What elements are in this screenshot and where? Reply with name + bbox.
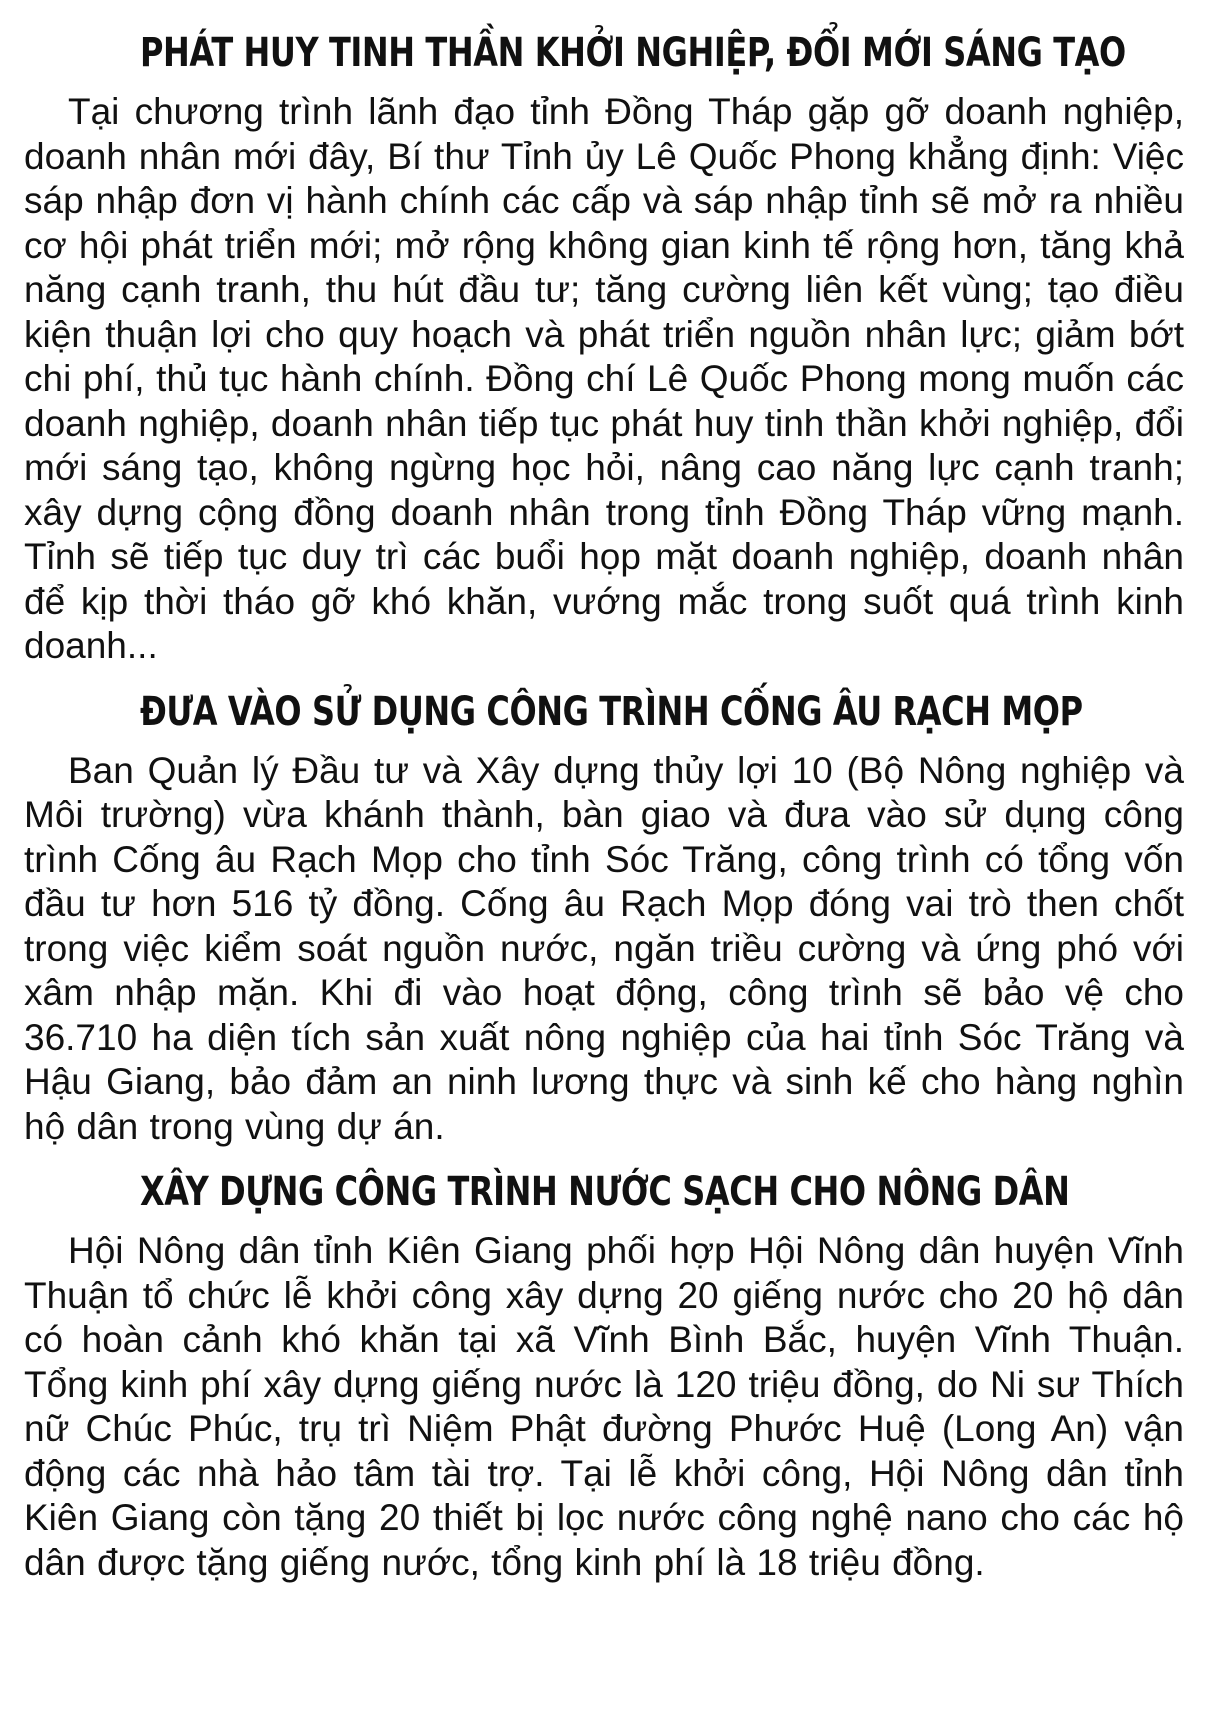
article-body: Tại chương trình lãnh đạo tỉnh Đồng Tháp gặp gỡ doanh nghiệp, doanh nhân mới đây, Bí thư Tỉnh ủy Lê Quốc Phong khẳng định: Việc sáp nhập đơn vị hành chính các cấp và sáp nhập tỉnh sẽ mở ra nhiều cơ hội phát triển mới; mở rộng không gian kinh tế rộng hơn, tăng khả năng cạnh tranh, thu hút đầu tư; tăng cường liên kết vùng; tạo điều kiện thuận lợi cho quy hoạch và phát triển nguồn nhân lực; giảm bớt chi phí, thủ tục hành chính. Đồng chí Lê Quốc Phong mong muốn các doanh nghiệp, doanh nhân tiếp tục phát huy tinh thần khởi nghiệp, đổi mới sáng tạo, không ngừng học hỏi, nâng cao năng lực cạnh tranh; xây dựng cộng đồng doanh nhân trong tỉnh Đồng Tháp vững mạnh. Tỉnh sẽ tiếp tục duy trì các buổi họp mặt doanh nghiệp, doanh nhân để kịp thời tháo gỡ khó khăn, vướng mắc trong suốt quá trình kinh doanh... (24, 91, 1184, 666)
article-body: Hội Nông dân tỉnh Kiên Giang phối hợp Hội Nông dân huyện Vĩnh Thuận tổ chức lễ khởi công xây dựng 20 giếng nước cho 20 hộ dân có hoàn cảnh khó khăn tại xã Vĩnh Bình Bắc, huyện Vĩnh Thuận. Tổng kinh phí xây dựng giếng nước là 120 triệu đồng, do Ni sư Thích nữ Chúc Phúc, trụ trì Niệm Phật đường Phước Huệ (Long An) vận động các nhà hảo tâm tài trợ. Tại lễ khởi công, Hội Nông dân tỉnh Kiên Giang còn tặng 20 thiết bị lọc nước công nghệ nano cho các hộ dân được tặng giếng nước, tổng kinh phí là 18 triệu đồng. (24, 1230, 1184, 1583)
article-startup-innovation (24, 22, 1184, 669)
article-headline: ĐƯA VÀO SỬ DỤNG CÔNG TRÌNH CỐNG ÂU RẠCH MỌP (140, 688, 1083, 735)
news-page (24, 22, 1184, 1597)
article-rach-mop-sluice (24, 681, 1184, 1150)
article-clean-water (24, 1161, 1184, 1585)
article-headline: XÂY DỰNG CÔNG TRÌNH NƯỚC SẠCH CHO NÔNG DÂN (140, 1169, 1070, 1215)
article-headline: PHÁT HUY TINH THẦN KHỞI NGHIỆP, ĐỔI MỚI SÁNG TẠO (140, 30, 1126, 76)
article-body: Ban Quản lý Đầu tư và Xây dựng thủy lợi 10 (Bộ Nông nghiệp và Môi trường) vừa khánh thành, bàn giao và đưa vào sử dụng công trình Cống âu Rạch Mọp cho tỉnh Sóc Trăng, công trình có tổng vốn đầu tư hơn 516 tỷ đồng. Cống âu Rạch Mọp đóng vai trò then chốt trong việc kiểm soát nguồn nước, ngăn triều cường và ứng phó với xâm nhập mặn. Khi đi vào hoạt động, công trình sẽ bảo vệ cho 36.710 ha diện tích sản xuất nông nghiệp của hai tỉnh Sóc Trăng và Hậu Giang, bảo đảm an ninh lương thực và sinh kế cho hàng nghìn hộ dân trong vùng dự án. (24, 749, 1184, 1147)
